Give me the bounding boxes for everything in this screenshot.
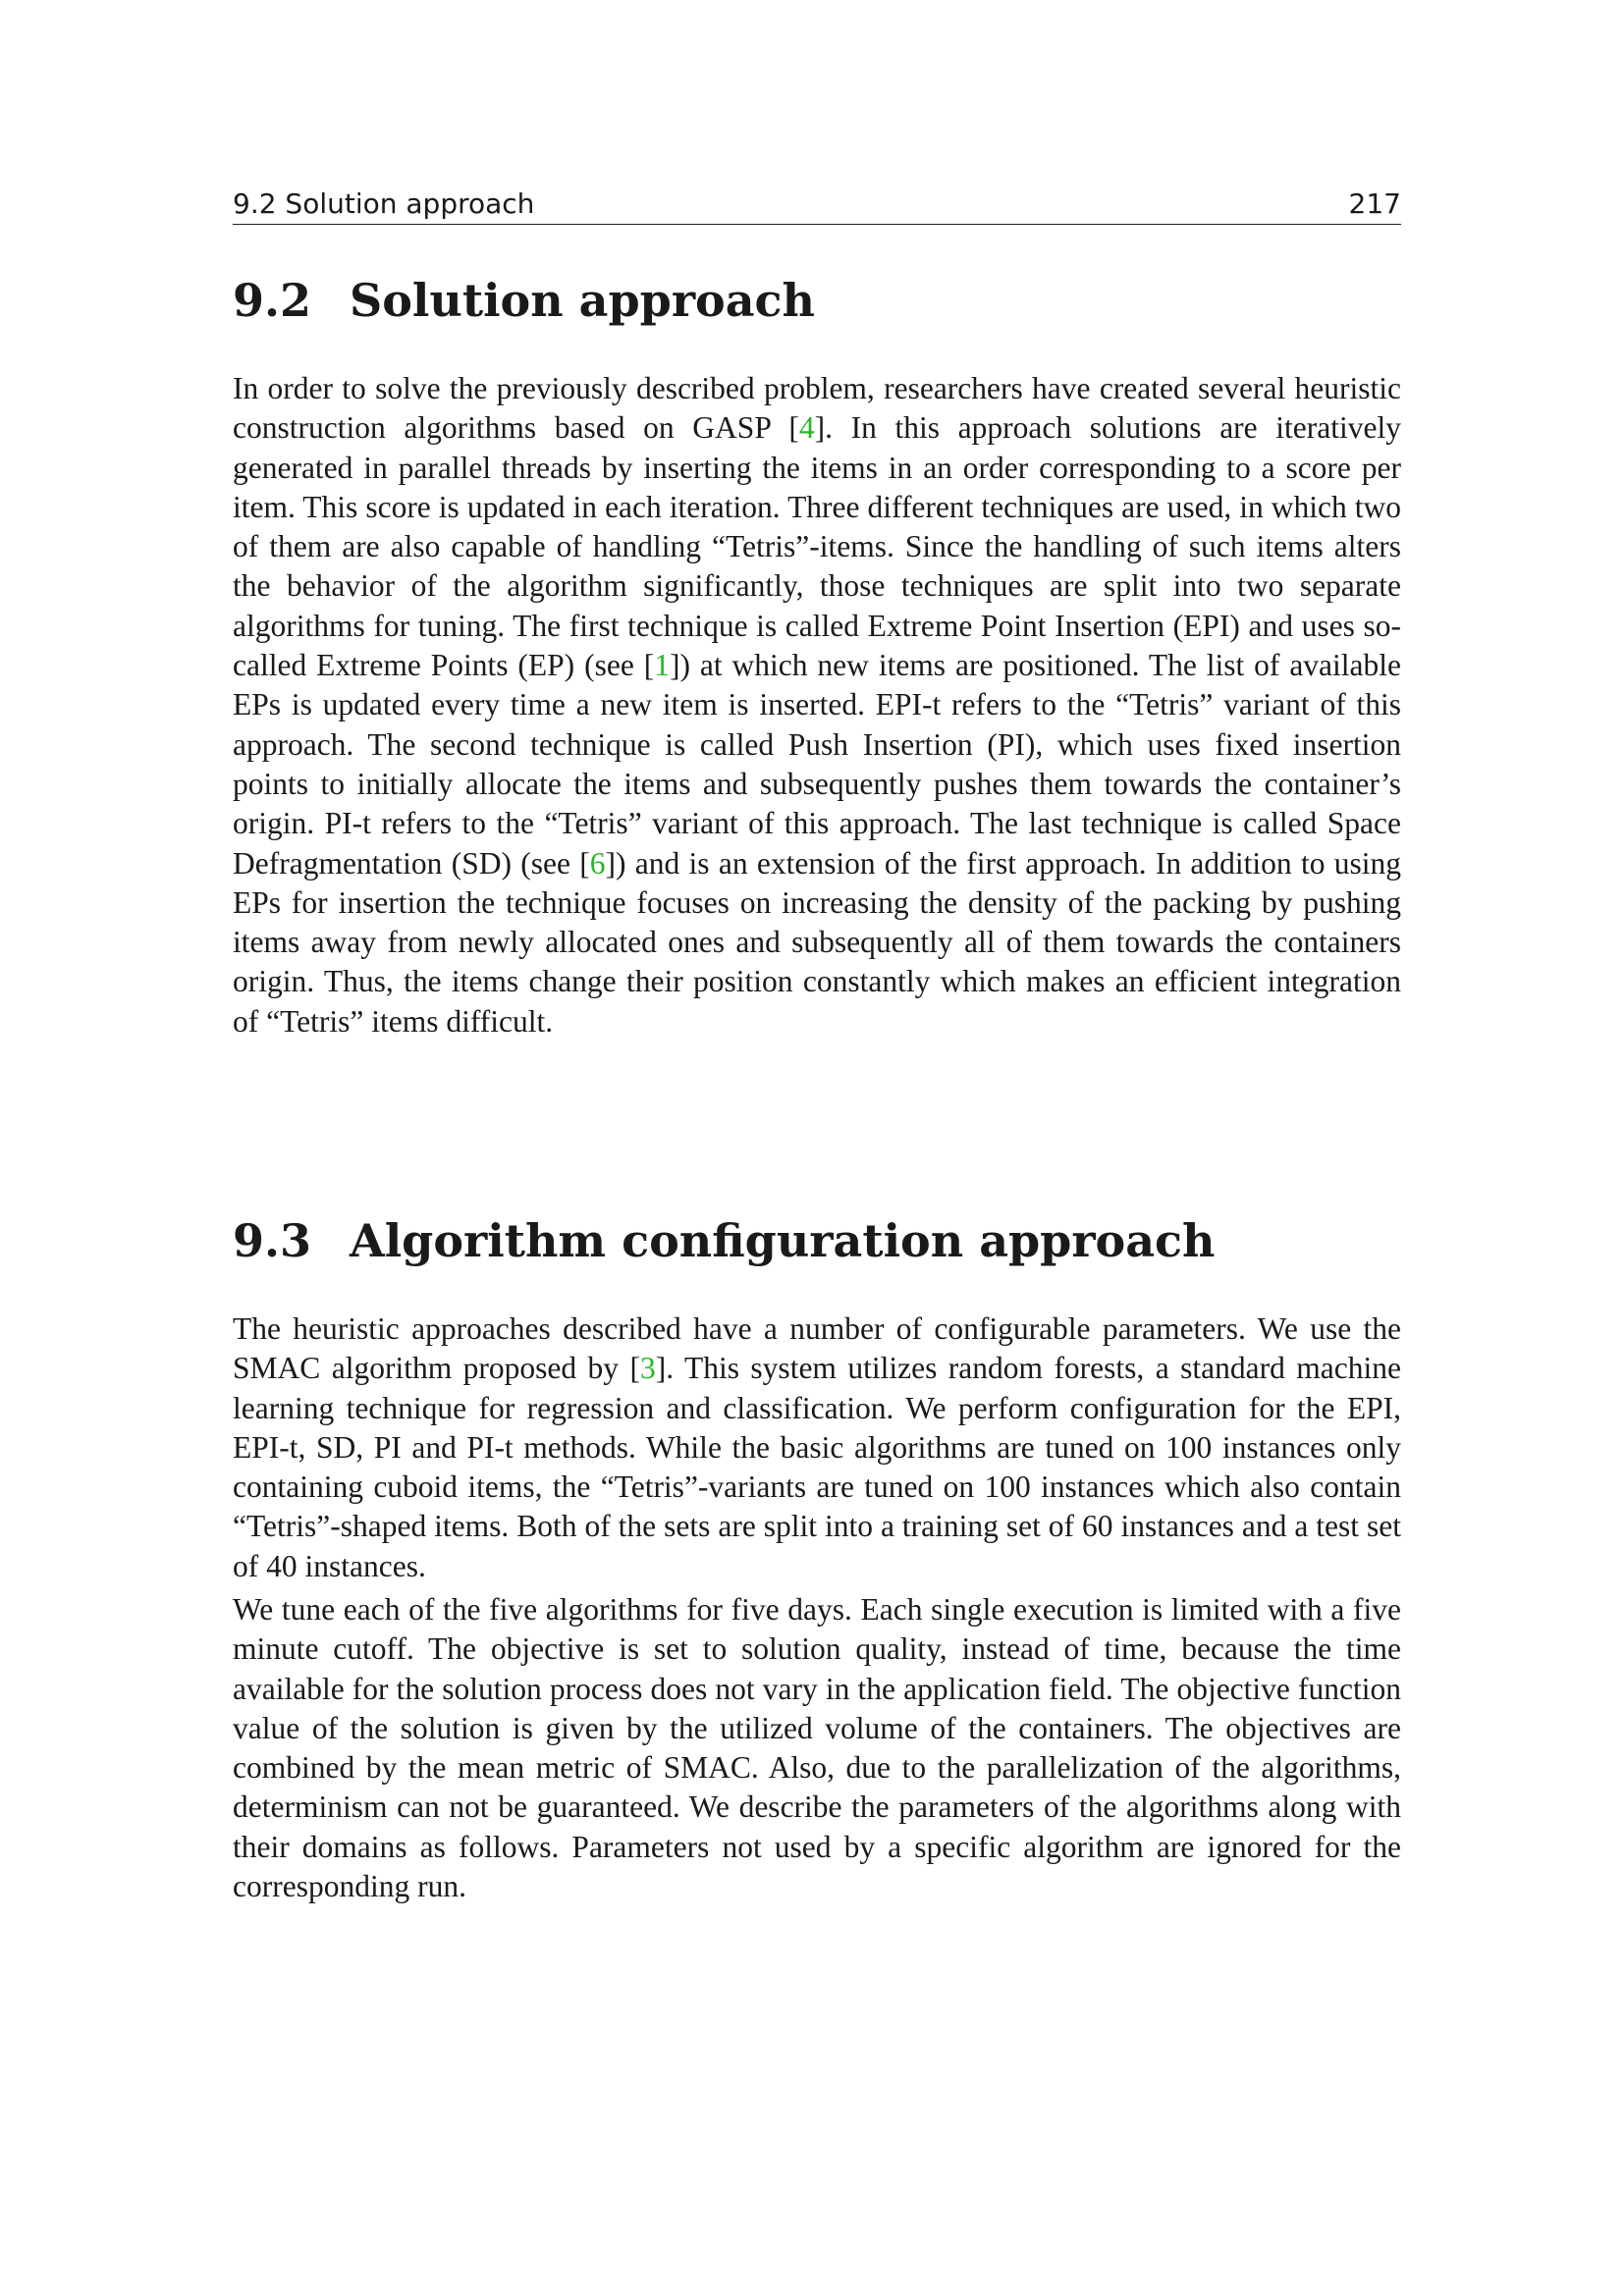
text-run: ]. This system utilizes random forests, a standard machine learning technique for regression and classification. We perform configuration for the EPI, EPI-t, SD, PI and PI-t methods. While the basic algorithms are tuned on 100 instances only containing cuboid items, the “Tetris”-variants are tuned on 100 instances which also contain “Tetris”-shaped items. Both of the sets are split into a training set of 60 instances and a test set of 40 instances. (233, 1351, 1402, 1583)
running-header (233, 185, 1401, 225)
text-run: The heuristic approaches described have a number of configurable parameters. We use the SMAC algorithm proposed by [ (233, 1311, 1401, 1386)
text-run: We tune each of the five algorithms for five days. Each single execution is limited with a five minute cutoff. The objective is set to solution quality, instead of time, because the time available for the solution process does not vary in the application field. The objective function value of the solution is given by the utilized volume of the containers. The objectives are combined by the mean metric of SMAC. Also, due to the parallelization of the algorithms, determinism can not be guaranteed. We describe the parameters of the algorithms along with their domains as follows. Parameters not used by a specific algorithm are ignored for the corresponding run. (233, 1592, 1401, 1904)
citation-link[interactable]: 1 (654, 648, 670, 683)
section-title: Algorithm configuration approach (350, 1214, 1216, 1267)
paragraph (233, 1590, 1401, 1906)
section-heading-solution-approach (233, 271, 1401, 330)
section-title: Solution approach (350, 274, 815, 327)
section-number: 9.3 (233, 1214, 312, 1267)
text-run: ]) at which new items are positioned. The list of available EPs is updated every time a new item is inserted. EPI-t refers to the “Tetris” variant of this approach. The second technique is called Push Insertion (PI), which uses fixed insertion points to initially allocate the items and subsequently pushes them towards the container’s origin. PI-t refers to the “Tetris” variant of this approach. The last technique is called Space Defragmentation (SD) (see [ (233, 648, 1401, 881)
text-run: ]) and is an extension of the first approach. In addition to using EPs for insertion the technique focuses on increasing the density of the packing by pushing items away from newly allocated ones and subsequently all of them towards the containers origin. Thus, the items change their position constantly which makes an efficient integration of “Tetris” items difficult. (233, 845, 1401, 1039)
section-number: 9.2 (233, 274, 312, 327)
citation-link[interactable]: 3 (640, 1351, 656, 1386)
header-section-title: 9.2 Solution approach (233, 187, 535, 220)
text-run: In order to solve the previously described problem, researchers have created several heuristic construction algorithms based on GASP [ (233, 371, 1401, 446)
citation-link[interactable]: 4 (798, 410, 815, 446)
paragraph (233, 1309, 1401, 1586)
text-run: ]. In this approach solutions are iteratively generated in parallel threads by inserting the items in an order corresponding to a score per item. This score is updated in each iteration. Three different techniques are used, in which two of them are also capable of handling “Tetris”-items. Since the handling of such items alters the behavior of the algorithm significantly, those techniques are split into two separate algorithms for tuning. The first technique is called Extreme Point Insertion (EPI) and uses so-called Extreme Points (EP) (see [ (233, 410, 1401, 683)
section-heading-algorithm-configuration (233, 1211, 1401, 1270)
header-page-number: 217 (1348, 187, 1401, 220)
citation-link[interactable]: 6 (589, 845, 606, 881)
paragraph (233, 369, 1401, 1041)
